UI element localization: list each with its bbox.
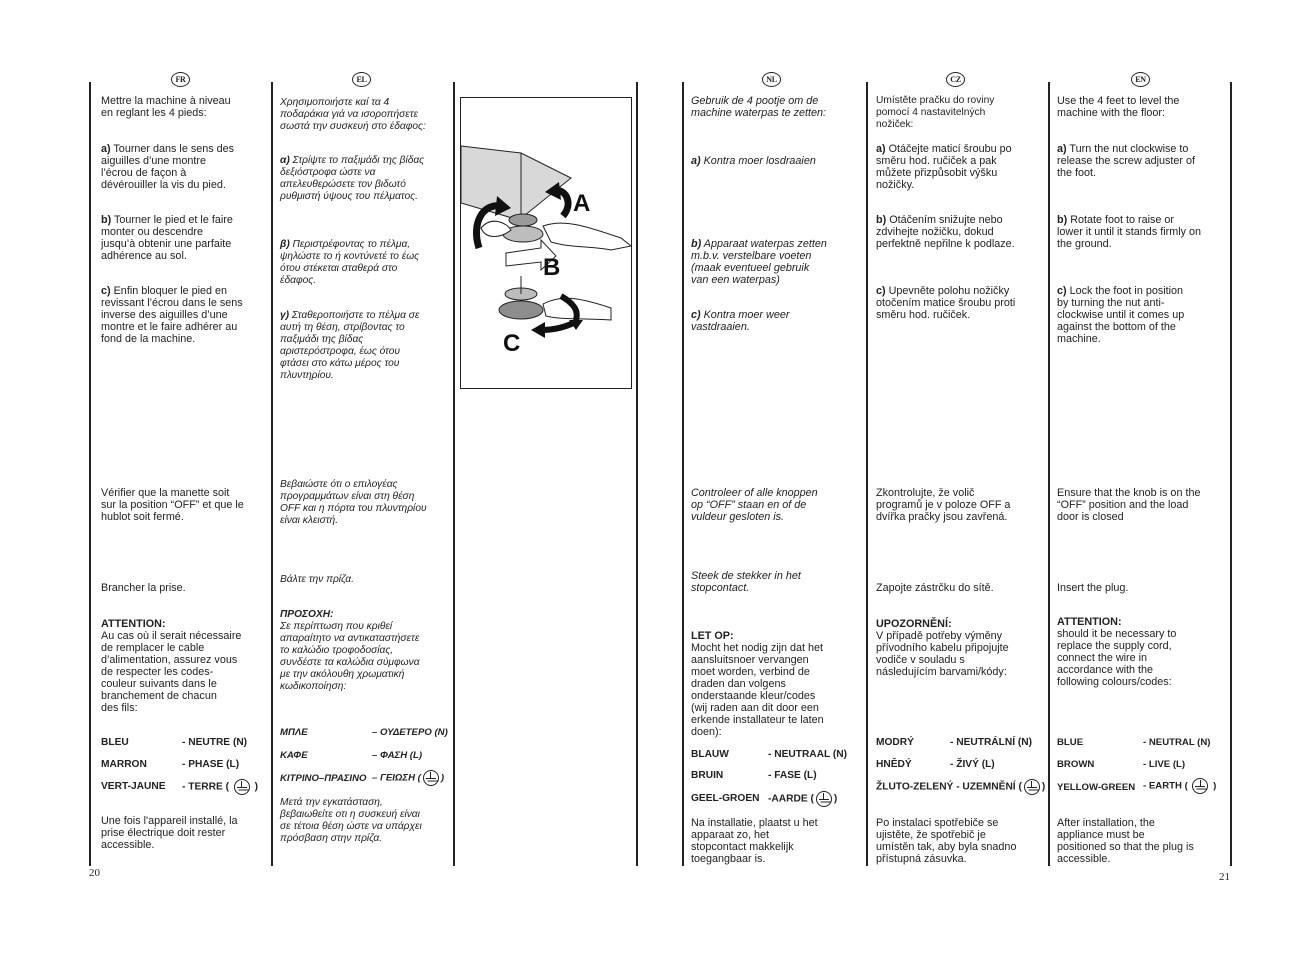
- intro-text: Use the 4 feet to level the machine with the floor:: [1057, 95, 1180, 119]
- step-text: Tourner le pied et le faire monter ou descendre jusqu’à obtenir une parfaite adhérence au sol.: [101, 214, 233, 262]
- step-text: Rotate foot to raise or lower it until it stands firmly on the ground.: [1057, 214, 1202, 250]
- column-divider: [682, 82, 684, 866]
- figure-label-c: C: [503, 330, 521, 357]
- earth-symbol-icon: [1192, 778, 1208, 794]
- step-b: [280, 239, 419, 287]
- wire-color: ΜΠΛΕ: [280, 727, 308, 738]
- wire-color-earth: ŽLUTO-ZELENÝ - UZEMNĚNÍ ( ): [876, 779, 1045, 795]
- step-text: Στρίψτε το παξιμάδι της βίδας δεξιόστροφα ώστε να απελευθερώσετε τον βιδωτό ρυθμιστή ύψους του πέλματος.: [280, 155, 425, 202]
- check-text: Ensure that the knob is on the “OFF” position and the load door is closed: [1057, 487, 1201, 523]
- plug-text: Βάλτε την πρίζα.: [280, 574, 354, 585]
- column-divider: [1230, 82, 1232, 866]
- wire-function: - LIVE (L): [1143, 759, 1186, 770]
- step-c: [1057, 285, 1184, 345]
- wire-function: - ŽIVÝ (L): [950, 759, 995, 770]
- step-b: [101, 214, 233, 262]
- language-badge-en: EN: [1131, 72, 1150, 87]
- step-text: Upevněte polohu nožičky otočením matice šroubu proti směru hod. ručiček.: [876, 285, 1016, 321]
- attention-label: ΠΡΟΣΟΧΗ:: [280, 609, 334, 620]
- step-label: c): [1057, 285, 1067, 297]
- intro-text: Umístěte pračku do roviny pomocí 4 nastavitelných nožiček:: [876, 95, 995, 130]
- wire-function: - TERRE (: [182, 781, 229, 793]
- step-c: [876, 285, 1015, 321]
- wire-color: BLEU: [101, 737, 129, 748]
- plug-text: Insert the plug.: [1057, 582, 1129, 594]
- plug-text: Steek de stekker in het stopcontact.: [691, 570, 801, 594]
- wire-function: - EARTH (: [1143, 780, 1188, 792]
- wire-color: ŽLUTO-ZELENÝ: [876, 781, 954, 793]
- rotate-arrow-icon: [541, 320, 579, 330]
- step-a: [101, 143, 234, 191]
- attention-block: [876, 618, 1009, 678]
- wire-color: BLUE: [1057, 737, 1084, 748]
- wire-color: ΚΑΦΕ: [280, 750, 308, 761]
- wire-function-earth: - EARTH ( ): [1143, 778, 1216, 794]
- step-text: Lock the foot in position by turning the nut anti- clockwise until it comes up against the bottom of the machine.: [1057, 285, 1185, 345]
- step-c: [101, 285, 243, 345]
- step-label: α): [280, 155, 290, 166]
- attention-label: ATTENTION:: [101, 618, 166, 630]
- check-text: Controleer of alle knoppen op “OFF” staan en of de vuldeur gesloten is.: [691, 487, 818, 523]
- intro-text: Χρησιμοποιήστε καί τα 4 ποδαράκια γιά να ισοροπήσετε σωστά την συσκευή στο έδαφος:: [280, 97, 426, 132]
- attention-label: UPOZORNĚNÍ:: [876, 618, 952, 630]
- step-text: Otáčejte maticí šroubu po směru hod. ručiček a pak můžete přizpůsobit výšku nožičky.: [876, 143, 1012, 191]
- wire-function: - NEUTRÁLNÍ (N): [950, 737, 1033, 748]
- wire-function: -AARDE (: [768, 793, 814, 805]
- language-badge-nl: NL: [762, 72, 781, 87]
- language-badge-cz: CZ: [946, 72, 965, 87]
- after-install-text: Une fois l'appareil installé, la prise électrique doit rester accessible.: [101, 815, 238, 851]
- figure-label-a: A: [573, 190, 591, 217]
- wire-color: BLAUW: [691, 749, 729, 760]
- wire-function: - FASE (L): [768, 770, 817, 781]
- step-b: [1057, 214, 1201, 250]
- earth-symbol-icon: [234, 779, 250, 795]
- step-text: Otáčením snižujte nebo zdvihejte nožičku, dokud perfektně nepřilne k podlaze.: [876, 214, 1015, 250]
- foot-nut: [509, 214, 537, 226]
- intro-text: Mettre la machine à niveau en reglant les 4 pieds:: [101, 95, 231, 119]
- column-divider: [1048, 82, 1050, 866]
- page-number-right: 21: [1219, 871, 1230, 883]
- attention-label: LET OP:: [691, 630, 734, 642]
- earth-symbol-icon: [1024, 779, 1040, 795]
- wire-function: - PHASE (L): [182, 759, 240, 770]
- step-label: a): [691, 155, 701, 167]
- step-text: Apparaat waterpas zetten m.b.v. verstelbare voeten (maak eventueel gebruik van een waterpas): [691, 238, 827, 286]
- plug-text: Brancher la prise.: [101, 582, 186, 594]
- machine-base: [461, 146, 571, 220]
- attention-label: ATTENTION:: [1057, 616, 1122, 628]
- wire-color: GEEL-GROEN: [691, 793, 760, 804]
- step-a: [280, 155, 424, 203]
- wire-function: - NEUTRE (N): [182, 737, 248, 748]
- column-divider: [453, 82, 455, 866]
- wire-function: - NEUTRAL (N): [1143, 737, 1211, 748]
- step-label: c): [101, 285, 111, 297]
- attention-text: should it be necessary to replace the supply cord, connect the wire in accordance with the following colours/codes:: [1057, 628, 1177, 688]
- attention-text: V případě potřeby výměny přívodního kabelu připojujte vodiče v souladu s následujícím barvami/kódy:: [876, 630, 1009, 678]
- language-badge-el: EL: [352, 72, 371, 87]
- attention-block: [101, 618, 241, 714]
- wire-color: MODRÝ: [876, 737, 914, 748]
- wire-function-earth: -AARDE ( ): [768, 791, 837, 807]
- page-number-left: 20: [89, 867, 100, 879]
- step-a: [691, 155, 816, 167]
- step-text: Kontra moer weer vastdraaien.: [691, 309, 790, 333]
- intro-text: Gebruik de 4 pootje om de machine waterpas te zetten:: [691, 95, 827, 119]
- after-install-text: Na installatie, plaatst u het apparaat zo, het stopcontact makkelijk toegangbaar is.: [691, 817, 818, 865]
- wire-color: YELLOW-GREEN: [1057, 782, 1136, 793]
- page-gutter-divider: [636, 82, 638, 866]
- wire-function-earth: - TERRE ( ): [182, 779, 258, 795]
- column-divider: [866, 82, 868, 866]
- attention-block: [280, 609, 420, 693]
- wire-color: MARRON: [101, 759, 147, 770]
- step-b: [691, 238, 827, 286]
- language-badge-fr: FR: [171, 72, 190, 87]
- step-label: b): [1057, 214, 1068, 226]
- column-divider: [89, 82, 91, 866]
- step-a: [876, 143, 1012, 191]
- step-c: [691, 309, 789, 333]
- attention-block: [691, 630, 824, 738]
- wire-function: – ΓΕΙΩΣΗ (: [372, 772, 421, 784]
- hand: [543, 223, 631, 250]
- step-label: β): [280, 239, 290, 250]
- wire-color: VERT-JAUNE: [101, 781, 166, 792]
- step-text: Περιστρέφοντας το πέλμα, ψηλώστε το ή κοντύνετέ το έως ότου στέκεται σταθερά στο έδαφος.: [280, 239, 420, 286]
- step-text: Kontra moer losdraaien: [700, 155, 816, 167]
- column-divider: [271, 82, 273, 866]
- attention-text: Σε περίπτωση που κριθεί απαραίτητο να αντικαταστήσετε το καλώδιο τροφοδοσίας, συνδέστε τα καλώδια σύμφωνα με την ακόλουθη χρωματική κωδικοποίηση:: [280, 621, 420, 692]
- earth-symbol-icon: [816, 791, 832, 807]
- leveling-feet-illustration: [460, 97, 632, 389]
- after-install-text: Μετά την εγκατάσταση, βεβαιωθείτε οτι η συσκευή είναι σε τέτοια θέση ώστε να υπάρχει πρόσβαση στην πρίζα.: [280, 797, 422, 844]
- leveling-diagram-icon: [461, 98, 631, 388]
- wire-color: HNĚDÝ: [876, 759, 912, 770]
- step-text: Enfin bloquer le pied en revissant l’écrou dans le sens inverse des aiguilles d’une montre et le faire adhérer au fond de la machine.: [101, 285, 243, 345]
- step-label: b): [691, 238, 702, 250]
- check-text: Vérifier que la manette soit sur la position “OFF” et que le hublot soit fermé.: [101, 487, 244, 523]
- step-c: [280, 310, 419, 382]
- check-text: Βεβαιώστε ότι ο επιλογέας προγραμμάτων είναι στη θέση OFF και η πόρτα του πλυντηρίου είναι κλειστή.: [280, 479, 427, 526]
- step-b: [876, 214, 1015, 250]
- step-label: a): [101, 143, 111, 155]
- earth-symbol-icon: [423, 770, 439, 786]
- step-text: Turn the nut clockwise to release the screw adjuster of the foot.: [1057, 143, 1196, 179]
- wire-color: BROWN: [1057, 759, 1095, 770]
- step-label: b): [101, 214, 112, 226]
- wire-function-earth: – ΓΕΙΩΣΗ ( ): [372, 770, 444, 786]
- step-label: c): [691, 309, 701, 321]
- wire-function: – ΦΑΣΗ (L): [372, 750, 423, 761]
- attention-block: [1057, 616, 1176, 688]
- step-label: a): [876, 143, 886, 155]
- wire-function: – ΟΥΔΕΤΕΡΟ (N): [372, 727, 448, 738]
- after-install-text: After installation, the appliance must be positioned so that the plug is accessible.: [1057, 817, 1194, 865]
- wire-color: BRUIN: [691, 770, 724, 781]
- step-label: c): [876, 285, 886, 297]
- check-text: Zkontrolujte, že volič programů je v poloze OFF a dvířka pračky jsou zavřená.: [876, 487, 1011, 523]
- attention-text: Mocht het nodig zijn dat het aansluitsnoer vervangen moet worden, verbind de draden dan volgens onderstaande kleur/codes (wij raden aan dit door een erkende installateur te laten doen):: [691, 642, 824, 738]
- step-label: b): [876, 214, 887, 226]
- step-label: a): [1057, 143, 1067, 155]
- plug-text: Zapojte zástrčku do sítě.: [876, 582, 994, 594]
- wire-color: ΚΙΤΡΙΝΟ–ΠΡΑΣΙΝΟ: [280, 773, 367, 784]
- wire-function: - NEUTRAAL (N): [768, 749, 848, 760]
- step-a: [1057, 143, 1195, 179]
- step-label: γ): [280, 310, 290, 321]
- attention-text: Au cas où il serait nécessaire de remplacer le cable d’alimentation, assurez vous de respecter les codes- couleur suivants dans le branchement de chacun des fils:: [101, 630, 242, 714]
- step-text: Σταθεροποιήστε το πέλμα σε αυτή τη θέση, στρίβοντας το παξιμάδι της βίδας αριστερόστροφα, έως ότου φτάσει στο κάτω μέρος του πλυντηρίου.: [280, 310, 420, 381]
- wire-function: - UZEMNĚNÍ (: [956, 781, 1022, 793]
- step-text: Tourner dans le sens des aiguilles d’une montre l’écrou de façon à dévérouiller la vis du pied.: [101, 143, 235, 191]
- after-install-text: Po instalaci spotřebiče se ujistěte, že spotřebič je umístěn tak, aby byla snadno přístupná zásuvka.: [876, 817, 1017, 865]
- figure-label-b: B: [543, 254, 561, 281]
